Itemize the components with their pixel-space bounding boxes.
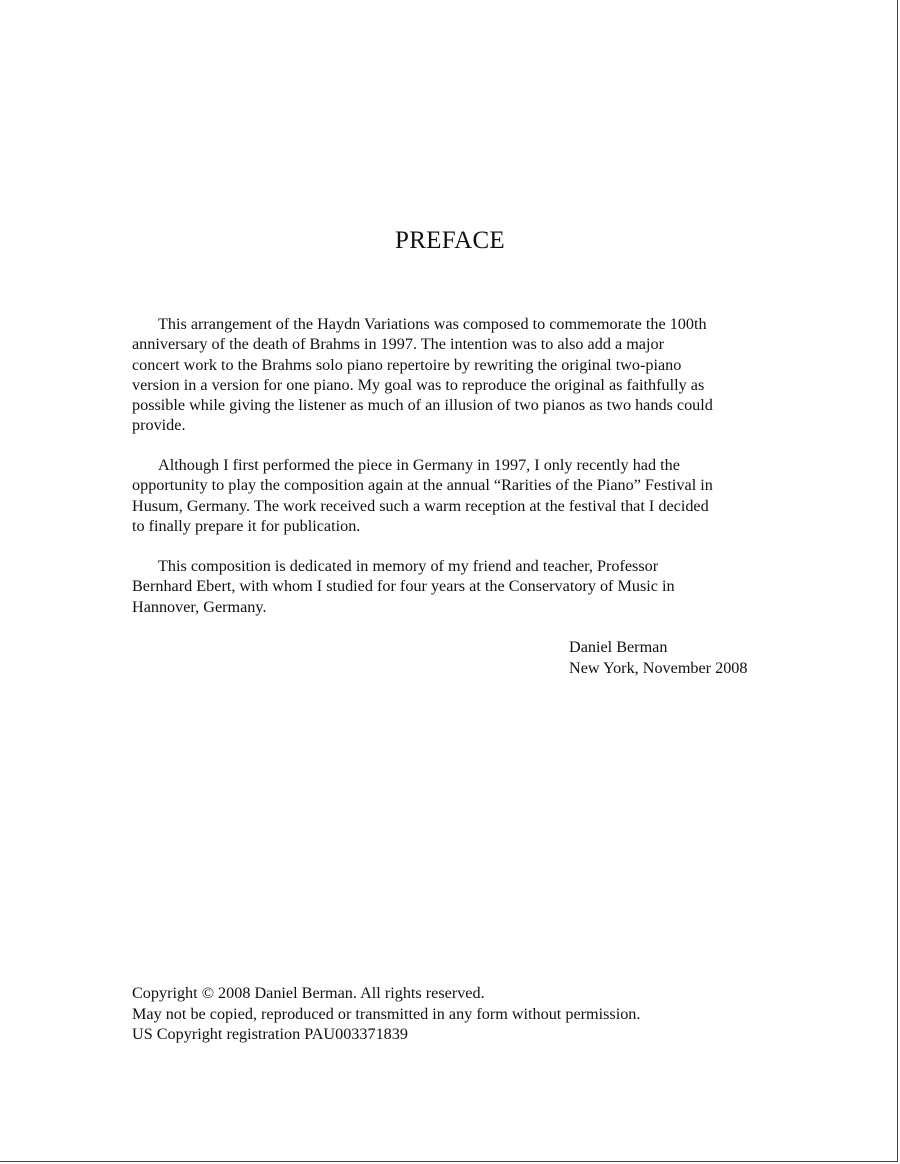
paragraph-line: Although I first performed the piece in Germany in 1997, I only recently had the xyxy=(158,456,680,474)
paragraph-line: opportunity to play the composition again at the annual “Rarities of the Piano” Festival in xyxy=(132,476,713,495)
paragraph-2 xyxy=(132,455,772,536)
paragraph-line: anniversary of the death of Brahms in 1997. The intention was to also add a major xyxy=(132,335,664,354)
paragraph-line: to finally prepare it for publication. xyxy=(132,516,361,535)
place-date: New York, November 2008 xyxy=(569,659,748,677)
paragraph-line: concert work to the Brahms solo piano repertoire by rewriting the original two-piano xyxy=(132,355,682,374)
page-title: PREFACE xyxy=(395,227,505,254)
paragraph-line: This arrangement of the Haydn Variations was composed to commemorate the 100th xyxy=(158,315,707,333)
paragraph-line: Hannover, Germany. xyxy=(132,597,267,616)
registration-line: US Copyright registration PAU003371839 xyxy=(132,1025,408,1043)
paragraph-3 xyxy=(132,556,772,617)
copyright-line: Copyright © 2008 Daniel Berman. All rights reserved. xyxy=(132,984,485,1002)
paragraph-1 xyxy=(132,314,772,436)
paragraph-line: version in a version for one piano. My goal was to reproduce the original as faithfully as xyxy=(132,375,705,394)
copyright-notice xyxy=(132,983,640,1045)
paragraph-line: Husum, Germany. The work received such a warm reception at the festival that I decided xyxy=(132,496,709,515)
signature-block xyxy=(569,637,748,679)
paragraph-line: provide. xyxy=(132,416,186,435)
permission-line: May not be copied, reproduced or transmitted in any form without permission. xyxy=(132,1004,641,1023)
paragraph-line: possible while giving the listener as much of an illusion of two pianos as two hands could xyxy=(132,396,713,415)
author-name: Daniel Berman xyxy=(569,638,668,656)
paragraph-line: Bernhard Ebert, with whom I studied for four years at the Conservatory of Music in xyxy=(132,577,675,596)
paragraph-line: This composition is dedicated in memory of my friend and teacher, Professor xyxy=(158,557,659,575)
